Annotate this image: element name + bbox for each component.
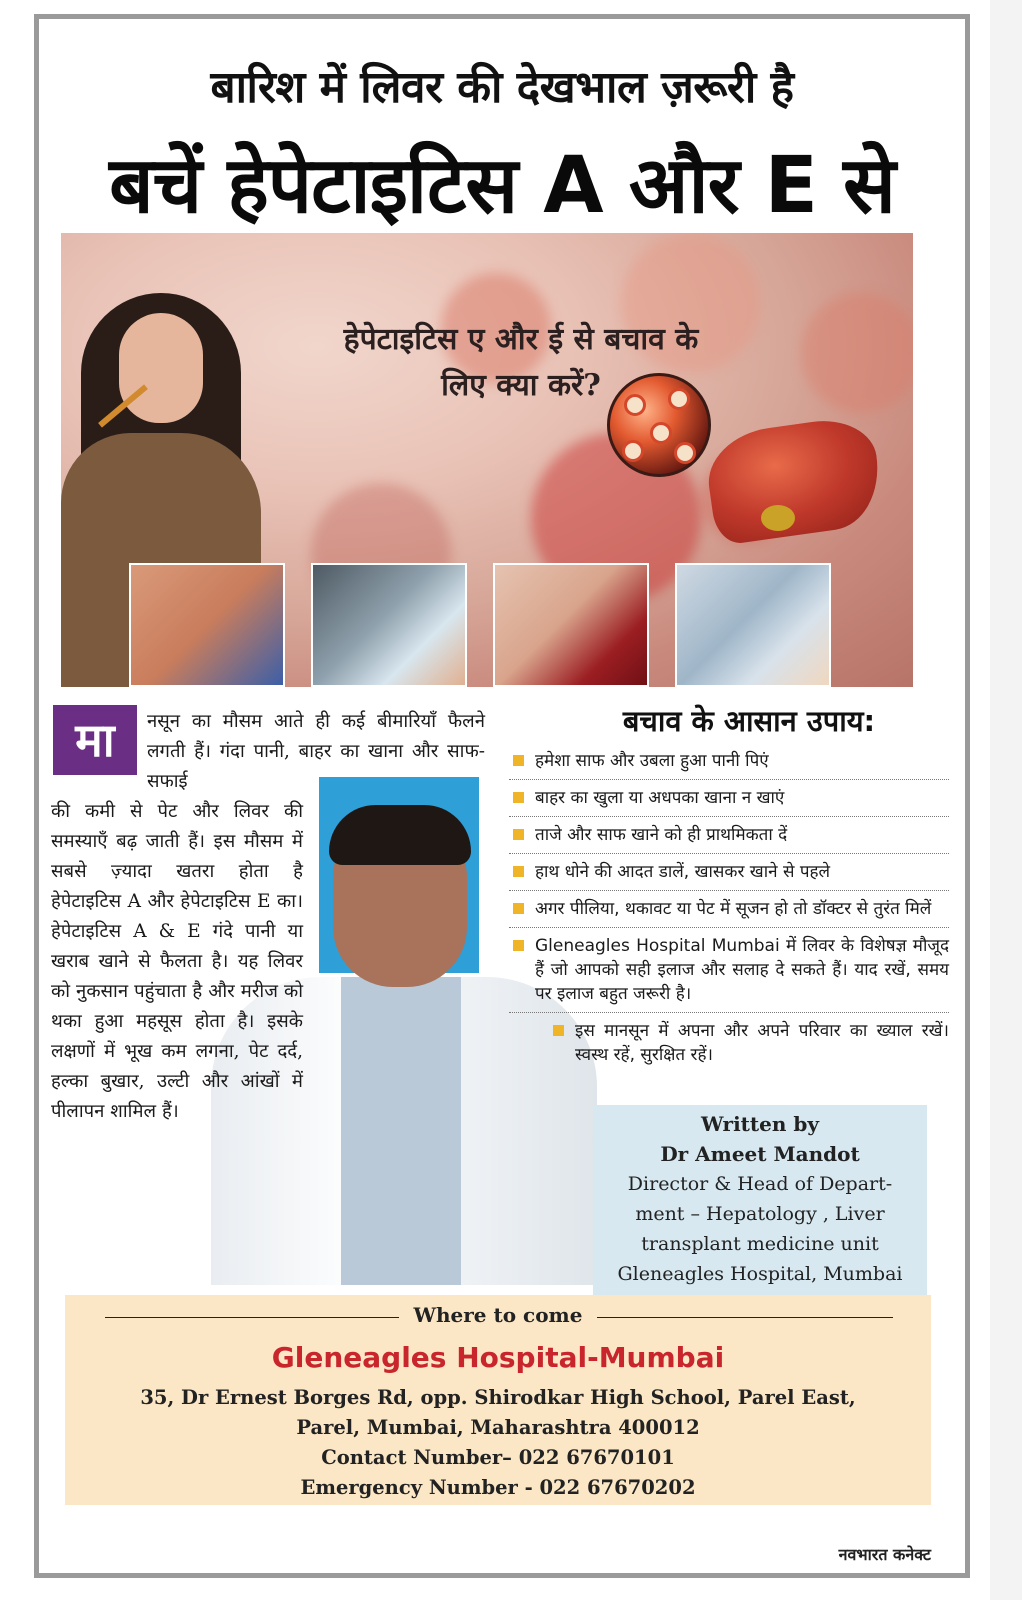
liver-icon	[702, 414, 886, 547]
blood-donation-photo	[493, 563, 649, 687]
author-role-line: Director & Head of Depart-	[627, 1173, 893, 1195]
hospital-address	[65, 1383, 931, 1503]
author-byline	[593, 1105, 927, 1297]
hero-question-line2: लिए क्या करें?	[441, 368, 601, 403]
tip-text: हमेशा साफ और उबला हुआ पानी पिएं	[535, 751, 769, 771]
tip-text: ताजे और साफ खाने को ही प्राथमिकता दें	[535, 825, 788, 845]
tips-heading: बचाव के आसान उपाय:	[622, 704, 876, 738]
tip-item	[509, 743, 949, 780]
bullet-square-icon	[513, 866, 524, 877]
bullet-square-icon	[513, 829, 524, 840]
tip-item	[509, 817, 949, 854]
hero-illustration	[61, 233, 913, 687]
tip-item	[509, 891, 949, 928]
page-edge	[990, 0, 1022, 1600]
doctor-shirt	[341, 977, 461, 1285]
publisher-brand: नवभारत कनेक्ट	[838, 1545, 931, 1564]
tip-text: अगर पीलिया, थकावट या पेट में सूजन हो तो डॉक्टर से तुरंत मिलें	[535, 899, 932, 919]
author-role-line: Gleneagles Hospital, Mumbai	[617, 1263, 903, 1285]
tip-item	[509, 780, 949, 817]
author-name: Dr Ameet Mandot	[660, 1142, 860, 1166]
article-para-1: नसून का मौसम आते ही कई बीमारियाँ फैलने लगती हैं। गंदा पानी, बाहर का खाना और साफ-सफाई	[147, 711, 485, 792]
lab-test-photo	[675, 563, 831, 687]
kicker-headline: बारिश में लिवर की देखभाल ज़रूरी है	[210, 62, 794, 113]
author-role-line: ment – Hepatology , Liver	[635, 1203, 885, 1225]
water-bottle-photo	[311, 563, 467, 687]
article-para-2: की कमी से पेट और लिवर की समस्याएँ बढ़ जाती हैं। इस मौसम में सबसे ज़्यादा खतरा होता है हेपेटाइटिस A और हेपेटाइटिस E का। हेपेटाइटिस A & E गंदे पानी या खराब खाने से फैलता है। यह लिवर को नुकसान पहुंचाता है और मरीज को थका हुआ महसूस होता है। इसके लक्षणों में भूख कम लगना, पेट दर्द, हल्का बुखार, उल्टी और आंखों में पीलापन शामिल हैं।	[51, 801, 303, 1122]
author-role-line: transplant medicine unit	[641, 1233, 879, 1255]
hero-question-line1: हेपेटाइटिस ए और ई से बचाव के	[343, 322, 699, 357]
virus-blur	[801, 293, 913, 413]
virus-particle	[650, 422, 672, 444]
virus-particle	[674, 442, 696, 464]
bullet-square-icon	[513, 755, 524, 766]
written-by-label: Written by	[700, 1112, 819, 1136]
contact-number: Contact Number– 022 67670101	[321, 1446, 675, 1469]
where-to-come-label: Where to come	[413, 1303, 583, 1327]
tips-list	[509, 743, 949, 1073]
doctor-hair	[329, 805, 471, 865]
tip-text: इस मानसून में अपना और अपने परिवार का ख्याल रखें। स्वस्थ रहें, सुरक्षित रहें।	[575, 1021, 949, 1065]
tip-text: Gleneagles Hospital Mumbai में लिवर के विशेषज्ञ मौजूद हैं जो आपको सही इलाज और सलाह दे सकते हैं। याद रखें, समय पर इलाज बहुत जरूरी है।	[535, 936, 949, 1004]
drop-cap: मा	[53, 705, 137, 775]
bullet-square-icon	[513, 940, 524, 951]
tip-item	[509, 928, 949, 1013]
main-headline: बचें हेपेटाइटिस A और E से	[109, 141, 895, 231]
tip-text: हाथ धोने की आदत डालें, खासकर खाने से पहले	[535, 862, 831, 882]
virus-magnified-icon	[607, 373, 711, 477]
hospital-name: Gleneagles Hospital-Mumbai	[271, 1341, 725, 1374]
woman-face	[119, 313, 203, 423]
tip-item	[509, 1013, 949, 1073]
vaccination-photo	[129, 563, 285, 687]
gallbladder-icon	[761, 505, 795, 531]
virus-particle	[624, 394, 646, 416]
virus-particle	[622, 440, 644, 462]
bullet-square-icon	[553, 1025, 564, 1036]
tip-text: बाहर का खुला या अधपका खाना न खाएं	[535, 788, 785, 808]
bullet-square-icon	[513, 903, 524, 914]
virus-particle	[668, 388, 690, 410]
bullet-square-icon	[513, 792, 524, 803]
hospital-info-box	[65, 1295, 931, 1505]
emergency-number: Emergency Number - 022 67670202	[300, 1476, 696, 1499]
advertorial-frame	[34, 14, 970, 1578]
tip-item	[509, 854, 949, 891]
address-line: 35, Dr Ernest Borges Rd, opp. Shirodkar High School, Parel East,	[140, 1386, 856, 1409]
address-line: Parel, Mumbai, Maharashtra 400012	[296, 1416, 700, 1439]
